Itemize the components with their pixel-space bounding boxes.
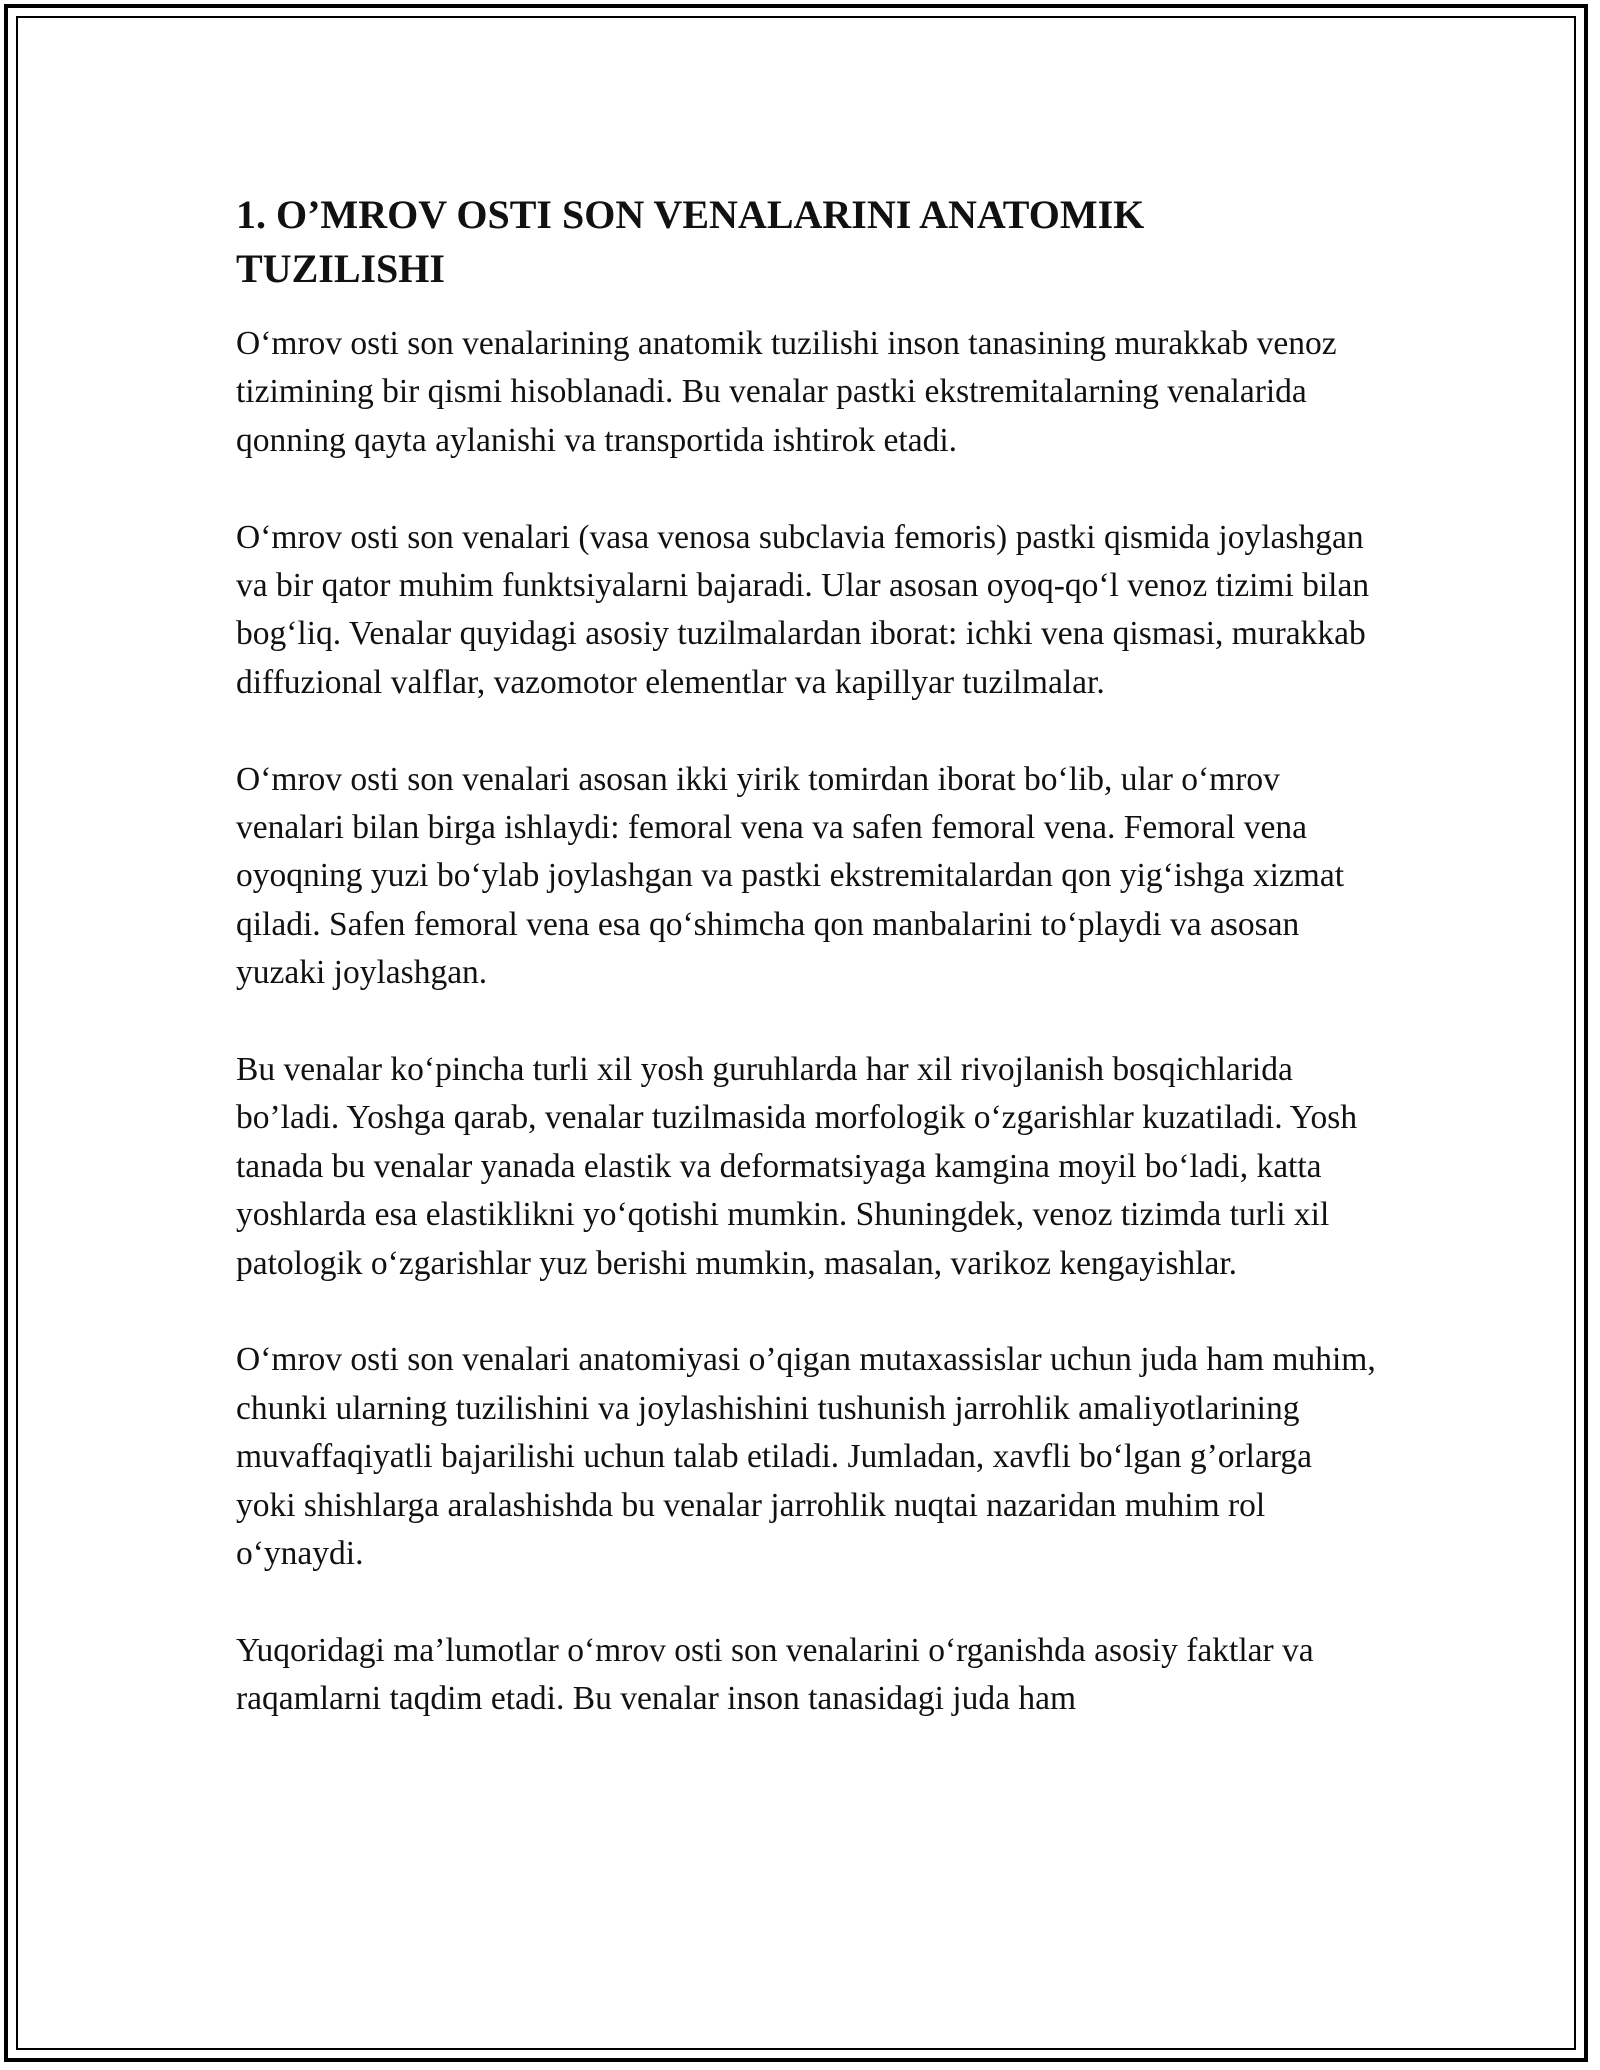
paragraph-1: O‘mrov osti son venalarining anatomik tuzilishi inson tanasining murakkab venoz tizimining bir qismi hisoblanadi. Bu venalar pastki ekstremitalarning venalarida qonning qayta aylanishi va transportida ishtirok etadi. [236, 325, 1337, 459]
document-body [236, 188, 1376, 1772]
paragraph-3: O‘mrov osti son venalari asosan ikki yirik tomirdan iborat bo‘lib, ular o‘mrov venalari bilan birga ishlaydi: femoral vena va safen femoral vena. Femoral vena oyoqning yuzi bo‘ylab joylashgan va pastki ekstremitalardan qon yig‘ishga xizmat qiladi. Safen femoral vena esa qo‘shimcha qon manbalarini to‘playdi va asosan yuzaki joylashgan. [236, 760, 1345, 992]
heading-line-2: TUZILISHI [236, 246, 445, 291]
paragraph-6: Yuqoridagi ma’lumotlar o‘mrov osti son venalarini o‘rganishda asosiy faktlar va raqamlarni taqdim etadi. Bu venalar inson tanasidagi juda ham [236, 1631, 1314, 1718]
paragraph-2: O‘mrov osti son venalari (vasa venosa subclavia femoris) pastki qismida joylashgan va bir qator muhim funktsiyalarni bajaradi. Ular asosan oyoq-qo‘l venoz tizimi bilan bog‘liq. Venalar quyidagi asosiy tuzilmalardan iborat: ichki vena qismasi, murakkab diffuzional valflar, vazomotor elementlar va kapillyar tuzilmalar. [236, 518, 1370, 701]
paragraph-4: Bu venalar ko‘pincha turli xil yosh guruhlarda har xil rivojlanish bosqichlarida bo’ladi. Yoshga qarab, venalar tuzilmasida morfologik o‘zgarishlar kuzatiladi. Yosh tanada bu venalar yanada elastik va deformatsiyaga kamgina moyil bo‘ladi, katta yoshlarda esa elastiklikni yo‘qotishi mumkin. Shuningdek, venoz tizimda turli xil patologik o‘zgarishlar yuz berishi mumkin, masalan, varikoz kengayishlar. [236, 1051, 1358, 1282]
section-heading [236, 188, 1376, 296]
heading-line-1: 1. O’MROV OSTI SON VENALARINI ANATOMIK [236, 192, 1145, 237]
paragraph-5: O‘mrov osti son venalari anatomiyasi o’qigan mutaxassislar uchun juda ham muhim, chunki ularning tuzilishini va joylashishini tushunish jarrohlik amaliyotlarining muvaffaqiyatli bajarilishi uchun talab etiladi. Jumladan, xavfli bo‘lgan g’orlarga yoki shishlarga aralashishda bu venalar jarrohlik nuqtai nazaridan muhim rol o‘ynaydi. [236, 1341, 1376, 1573]
